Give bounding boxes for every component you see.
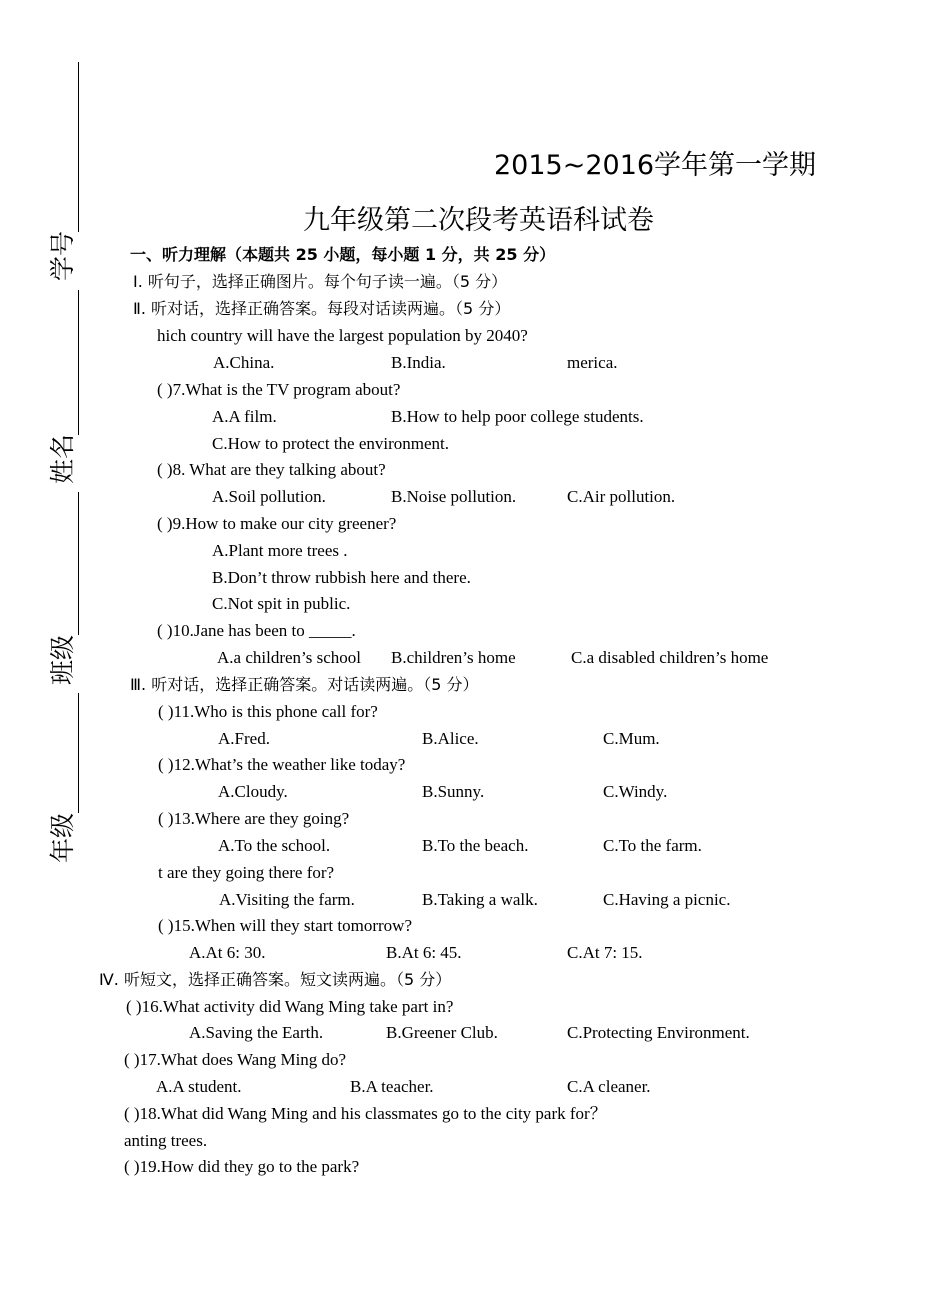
- option-a: A.Cloudy.: [218, 782, 288, 801]
- option-b: B.To the beach.: [422, 836, 529, 855]
- question-stem: ( )12.What’s the weather like today?: [158, 755, 406, 774]
- grade-label: 年级: [48, 812, 77, 863]
- question-stem: ( )7.What is the TV program about?: [157, 380, 401, 399]
- option-a: A.To the school.: [218, 836, 331, 855]
- option-c: C.Mum.: [603, 729, 660, 748]
- option-a: A.Saving the Earth.: [189, 1023, 324, 1042]
- option-b: B.Noise pollution.: [391, 487, 517, 506]
- option-c: C.How to protect the environment.: [212, 434, 450, 453]
- question-stem: ( )11.Who is this phone call for?: [158, 702, 378, 721]
- term-title: 2015~2016学年第一学期: [494, 150, 817, 181]
- question-stem: ( )9.How to make our city greener?: [157, 514, 397, 533]
- question-stem: ( )15.When will they start tomorrow?: [158, 916, 412, 935]
- option-c: C.At 7: 15.: [567, 943, 643, 962]
- option-a: A.Visiting the farm.: [219, 890, 355, 909]
- option-a: A.At 6: 30.: [189, 943, 266, 962]
- name-label: 姓名: [48, 433, 77, 484]
- exam-title: 九年级第二次段考英语科试卷: [303, 205, 654, 236]
- option-c: C.Windy.: [603, 782, 668, 801]
- margin-line: [78, 62, 79, 232]
- option-c: C.Having a picnic.: [603, 890, 731, 909]
- option-c: C.Not spit in public.: [212, 594, 351, 613]
- option-c: C.To the farm.: [603, 836, 702, 855]
- option-a: A.A student.: [156, 1077, 242, 1096]
- section-heading: 一、听力理解（本题共 25 小题，每小题 1 分，共 25 分）: [130, 245, 556, 264]
- option-a: A.Plant more trees .: [212, 541, 348, 560]
- option-b: B.Taking a walk.: [422, 890, 538, 909]
- question-stem: ( )16.What activity did Wang Ming take part in?: [126, 997, 454, 1016]
- question-stem: ( )18.What did Wang Ming and his classmates go to the city park for？: [124, 1104, 607, 1123]
- part-heading: Ⅲ. 听对话，选择正确答案。对话读两遍。（5 分）: [130, 675, 479, 694]
- option-b: B.At 6: 45.: [386, 943, 462, 962]
- question-stem: ( )17.What does Wang Ming do?: [124, 1050, 347, 1069]
- option-a: A.Fred.: [218, 729, 270, 748]
- option-b: B.Don’t throw rubbish here and there.: [212, 568, 471, 587]
- question-stem: hich country will have the largest population by 2040?: [157, 326, 528, 345]
- option-b: B.India.: [391, 353, 446, 372]
- option-b: B.Sunny.: [422, 782, 485, 801]
- option-b: B.Alice.: [422, 729, 479, 748]
- option-a: A.China.: [213, 353, 275, 372]
- option-a: A.a children’s school: [217, 648, 361, 667]
- option-b: B.How to help poor college students.: [391, 407, 644, 426]
- question-stem: ( )13.Where are they going?: [158, 809, 350, 828]
- option-c: merica.: [567, 353, 618, 372]
- question-stem: ( )10.Jane has been to _____.: [157, 621, 356, 640]
- option-a: A.Soil pollution.: [212, 487, 326, 506]
- margin-line: [78, 693, 79, 813]
- question-stem: ( )8. What are they talking about?: [157, 460, 386, 479]
- option-b: B.Greener Club.: [386, 1023, 498, 1042]
- option-c: C.Protecting Environment.: [567, 1023, 750, 1042]
- option-c: C.A cleaner.: [567, 1077, 651, 1096]
- margin-line: [78, 290, 79, 435]
- option-b: B.children’s home: [391, 648, 516, 667]
- question-stem: ( )19.How did they go to the park?: [124, 1157, 360, 1176]
- question-stem: t are they going there for?: [158, 863, 335, 882]
- option-a: anting trees.: [124, 1131, 208, 1150]
- margin-line: [78, 492, 79, 635]
- part-heading: Ⅳ. 听短文，选择正确答案。短文读两遍。（5 分）: [99, 970, 452, 989]
- class-label: 班级: [48, 634, 77, 685]
- part-heading: Ⅱ. 听对话，选择正确答案。每段对话读两遍。（5 分）: [133, 299, 511, 318]
- part-heading: Ⅰ. 听句子，选择正确图片。每个句子读一遍。（5 分）: [133, 272, 508, 291]
- student-id-label: 学号: [48, 230, 77, 281]
- option-c: C.a disabled children’s home: [571, 648, 769, 667]
- option-a: A.A film.: [212, 407, 277, 426]
- option-c: C.Air pollution.: [567, 487, 676, 506]
- option-b: B.A teacher.: [350, 1077, 434, 1096]
